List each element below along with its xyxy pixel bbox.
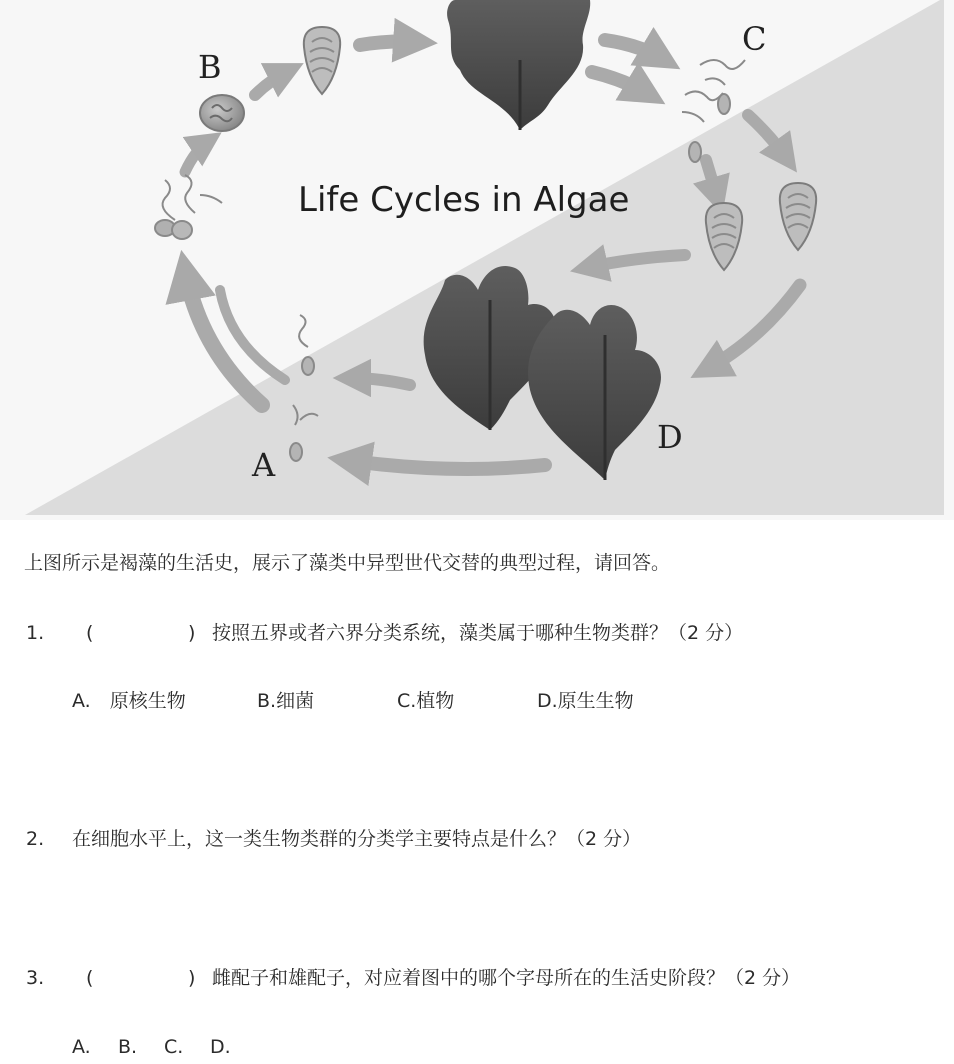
figure-title: Life Cycles in Algae	[298, 180, 630, 220]
option-c[interactable]: C.	[164, 1036, 184, 1058]
answer-paren-close: )	[188, 967, 196, 989]
option-b[interactable]: B.	[118, 1036, 138, 1058]
question-text: 按照五界或者六界分类系统，藻类属于哪种生物类群？（2 分）	[212, 622, 744, 644]
option-d[interactable]: D.原生生物	[537, 690, 634, 712]
question-number: 1.	[26, 622, 45, 644]
answer-paren-open: (	[86, 967, 94, 989]
answer-paren-open: (	[86, 622, 94, 644]
question-text: 在细胞水平上，这一类生物类群的分类学主要特点是什么？（2 分）	[72, 828, 642, 850]
arrow-gametophyte-to-a1	[348, 378, 410, 385]
zygote-b	[200, 95, 244, 131]
label-c: C	[742, 20, 767, 58]
life-cycle-figure	[0, 0, 954, 520]
question-text: 雌配子和雄配子，对应着图中的哪个字母所在的生活史阶段？（2 分）	[212, 967, 801, 989]
label-a: A	[252, 446, 276, 484]
label-b: B	[198, 48, 222, 86]
intro-text: 上图所示是褐藻的生活史，展示了藻类中异型世代交替的典型过程，请回答。	[24, 552, 671, 574]
arrow-zygote-to-sporophyte	[360, 41, 420, 45]
option-a[interactable]: A. 原核生物	[72, 690, 186, 712]
option-d[interactable]: D.	[210, 1036, 231, 1058]
option-b[interactable]: B.细菌	[257, 690, 315, 712]
label-d: D	[657, 418, 683, 456]
answer-paren-close: )	[188, 622, 196, 644]
option-c[interactable]: C.植物	[397, 690, 455, 712]
option-a[interactable]: A.	[72, 1036, 91, 1058]
question-number: 2.	[26, 828, 45, 850]
question-number: 3.	[26, 967, 45, 989]
